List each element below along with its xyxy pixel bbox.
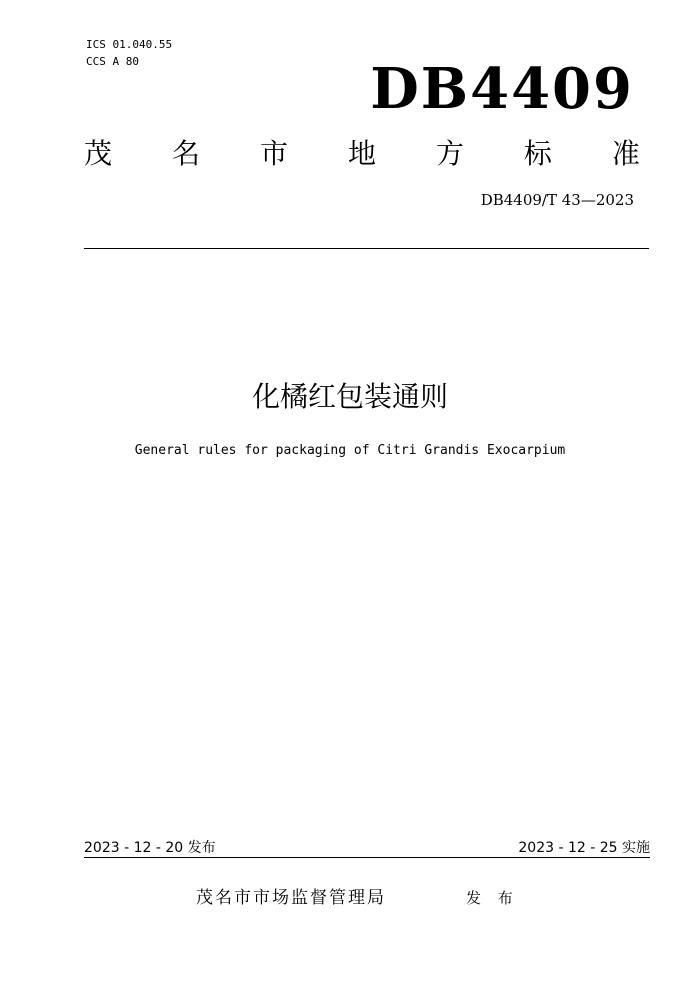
effective-date: 2023 - 12 - 25 实施 [518,840,650,856]
standard-number: DB4409/T 43—2023 [480,191,634,209]
heading-char: 茂 [84,137,113,170]
heading-char: 标 [523,137,552,170]
heading-char: 市 [259,137,288,170]
classification-codes [86,36,172,70]
heading-char: 准 [611,137,640,170]
ccs-code: CCS A 80 [86,55,139,68]
footer-divider [84,857,650,858]
heading-char: 名 [171,137,200,170]
standard-code: DB4409 [370,56,634,122]
document-title: 化橘红包装通则 [251,380,448,413]
heading-char: 方 [435,137,464,170]
ics-code: ICS 01.040.55 [86,38,173,51]
local-standard-heading [84,135,640,173]
issuing-authority: 茂名市市场监督管理局 [196,888,386,908]
header-divider [84,248,649,249]
english-title: General rules for packaging of Citri Grandis Exocarpium [134,443,566,458]
issue-date: 2023 - 12 - 20 发布 [84,840,216,856]
heading-char: 地 [347,137,376,170]
publish-label: 发 布 [466,889,519,907]
